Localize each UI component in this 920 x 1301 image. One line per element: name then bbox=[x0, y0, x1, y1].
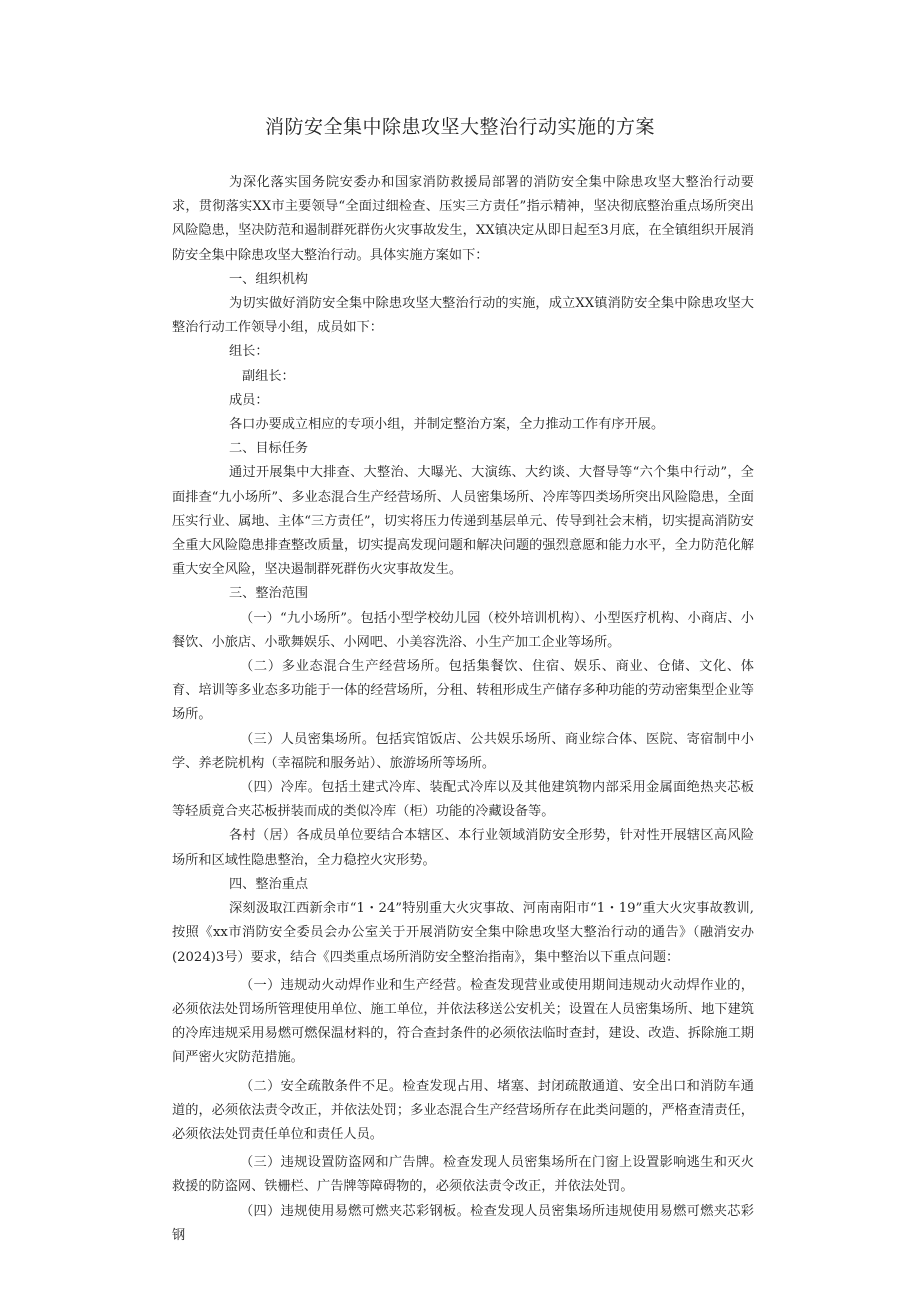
focus-item-4: （四）违规使用易燃可燃夹芯彩钢板。检查发现人员密集场所违规使用易燃可燃夹芯彩钢 bbox=[172, 1203, 754, 1243]
focus-item-2: （二）安全疏散条件不足。检查发现占用、堵塞、封闭疏散通道、安全出口和消防车通道的，必须依法责令改正，并依法处罚；多业态混合生产经营场所存在此类问题的，严格查清责任，必须依法处罚责任单位和责任人员。 bbox=[172, 1078, 754, 1142]
scope-item-4: （四）冷库。包括土建式冷库、装配式冷库以及其他建筑物内部采用金属面绝热夹芯板等轻质竟合夹芯板拼装而成的类似冷库（柜）功能的冷藏设备等。 bbox=[172, 780, 754, 820]
section-heading-focus: 四、整治重点 bbox=[229, 876, 309, 892]
scope-note: 各村（居）各成员单位要结合本辖区、本行业领域消防安全形势，针对性开展辖区高风险场所和区域性隐患整治，全力稳控火灾形势。 bbox=[172, 828, 754, 868]
focus-item-3: （三）违规设置防盗网和广告牌。检查发现人员密集场所在门窗上设置影响逃生和灭火救援的防盗网、铁栅栏、广告牌等障碍物的，必须依法责令改正，并依法处罚。 bbox=[172, 1155, 754, 1195]
intro-paragraph: 为深化落实国务院安委办和国家消防救援局部署的消防安全集中除患攻坚大整治行动要求，贯彻落实XX市主要领导“全面过细检查、压实三方责任”指示精神，坚决彻底整治重点场所突出风险隐患，坚决防范和遏制群死群伤火灾事故发生，XX镇决定从即日起至3月底，在全镇组织开展消防安全集中除患攻坚大整治行动。具体实施方案如下： bbox=[172, 175, 754, 263]
organization-note: 各口办要成立相应的专项小组，并制定整治方案，全力推动工作有序开展。 bbox=[229, 417, 665, 433]
focus-item-1: （一）违规动火动焊作业和生产经营。检查发现营业或使用期间违规动火动焊作业的，必须依法处罚场所管理使用单位、施工单位，并依法移送公安机关；设置在人员密集场所、地下建筑的冷库违规采用易燃可燃保温材料的，符合查封条件的必须依法临时查封，建设、改造、拆除施工期间严密火灾防范措施。 bbox=[172, 977, 754, 1066]
members-line: 成员： bbox=[229, 392, 269, 408]
section-heading-goals: 二、目标任务 bbox=[229, 441, 309, 457]
document-body bbox=[172, 171, 754, 1248]
scope-item-3: （三）人员密集场所。包括宾馆饭店、公共娱乐场所、商业综合体、医院、寄宿制中小学、养老院机构（幸福院和服务站）、旅游场所等场所。 bbox=[172, 731, 754, 771]
focus-paragraph: 深刻汲取江西新余市“1・24”特别重大火灾事故、河南南阳市“1・19”重大火灾事故教训,按照《xx市消防安全委员会办公室关于开展消防安全集中除患攻坚大整治行动的通告》（融消安办(2024)3号）要求，结合《四类重点场所消防安全整治指南》，集中整治以下重点问题： bbox=[172, 901, 754, 965]
section-heading-scope: 三、整治范围 bbox=[229, 586, 309, 602]
document-title: 消防安全集中除患攻坚大整治行动实施的方案 bbox=[264, 116, 655, 138]
vice-leader-line: 副组长： bbox=[242, 368, 295, 384]
section-heading-organization: 一、组织机构 bbox=[229, 271, 309, 287]
goals-paragraph: 通过开展集中大排查、大整治、大曝光、大演练、大约谈、大督导等“六个集中行动”，全面排查“九小场所”、多业态混合生产经营场所、人员密集场所、冷库等四类场所突出风险隐患，全面压实行业、属地、主体“三方责任”，切实将压力传递到基层单元、传导到社会末梢，切实提高消防安全重大风险隐患排查整改质量，切实提高发现问题和解决问题的强烈意愿和能力水平，全力防范化解重大安全风险，坚决遏制群死群伤火灾事故发生。 bbox=[172, 465, 754, 578]
organization-paragraph: 为切实做好消防安全集中除患攻坚大整治行动的实施，成立XX镇消防安全集中除患攻坚大整治行动工作领导小组，成员如下： bbox=[172, 296, 754, 336]
scope-item-2: （二）多业态混合生产经营场所。包括集餐饮、住宿、娱乐、商业、仓储、文化、体育、培训等多业态多功能于一体的经营场所，分租、转租形成生产储存多种功能的劳动密集型企业等场所。 bbox=[172, 659, 754, 723]
leader-line: 组长： bbox=[229, 344, 269, 360]
scope-item-1: （一）“九小场所”。包括小型学校幼儿园（校外培训机构）、小型医疗机构、小商店、小餐饮、小旅店、小歌舞娱乐、小网吧、小美容洗浴、小生产加工企业等场所。 bbox=[172, 610, 754, 650]
